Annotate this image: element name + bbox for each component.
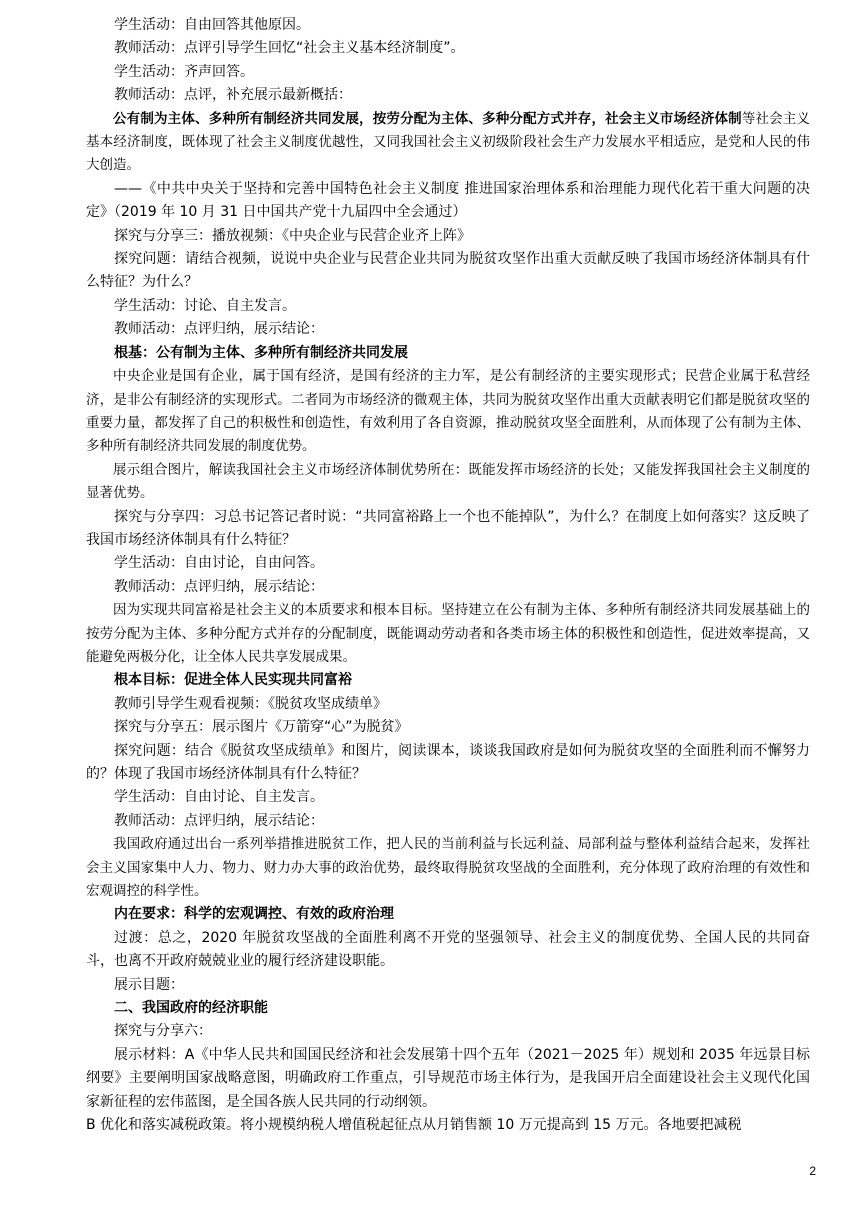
bold-text: 内在要求：科学的宏观调控、有效的政府治理	[114, 906, 394, 923]
paragraph	[86, 740, 810, 787]
paragraph	[86, 716, 810, 739]
paragraph	[86, 459, 810, 506]
paragraph-text: 学生活动：齐声回答。	[114, 63, 254, 80]
paragraph-text: 探究与分享六：	[114, 1023, 212, 1040]
paragraph	[86, 248, 810, 295]
paragraph-text: 教师活动：点评归纳，展示结论：	[114, 812, 324, 829]
bold-text: 公有制为主体、多种所有制经济共同发展，按劳分配为主体、多种分配方式并存，社会主义市场经济体制	[113, 110, 742, 127]
paragraph	[86, 342, 810, 365]
paragraph	[86, 810, 810, 833]
paragraph	[86, 14, 810, 37]
paragraph	[86, 576, 810, 599]
paragraph	[86, 786, 810, 809]
paragraph-text: 教师活动：点评归纳，展示结论：	[114, 321, 324, 338]
paragraph-text: 探究问题：请结合视频，说说中央企业与民营企业共同为脱贫攻坚作出重大贡献反映了我国市场经济体制具有什么特征？为什么？	[86, 251, 810, 291]
paragraph-text: 教师引导学生观看视频：《脱贫攻坚成绩单》	[114, 695, 387, 712]
paragraph	[86, 1114, 810, 1137]
paragraph	[86, 61, 810, 84]
paragraph-text: 探究与分享三：播放视频：《中央企业与民营企业齐上阵》	[114, 227, 471, 244]
bold-text: 二、我国政府的经济职能	[114, 1000, 268, 1017]
paragraph	[86, 693, 810, 716]
paragraph	[86, 552, 810, 575]
paragraph-text: 中央企业是国有企业，属于国有经济，是国有经济的主力军，是公有制经济的主要实现形式；民营企业属于私营经济，是非公有制经济的实现形式。二者同为市场经济的微观主体，共同为脱贫攻坚作出重大贡献表明它们都是脱贫攻坚的重要力量，都发挥了自己的积极性和创造性，有效利用了各自资源，推动脱贫攻坚全面胜利，从而体现了公有制为主体、多种所有制经济共同发展的制度优势。	[86, 368, 810, 455]
paragraph	[86, 37, 810, 60]
paragraph	[86, 84, 810, 107]
paragraph-text: 学生活动：自由回答其他原因。	[114, 17, 310, 33]
page-number: 2	[809, 1164, 816, 1178]
paragraph-text: 展示组合图片，解读我国社会主义市场经济体制优势所在：既能发挥市场经济的长处；又能发挥我国社会主义制度的显著优势。	[86, 461, 810, 502]
paragraph-text: 展示目题：	[114, 976, 184, 993]
paragraph	[86, 927, 810, 974]
paragraph-text: 探究与分享四：习总书记答记者时说：“共同富裕路上一个也不能掉队”，为什么？在制度上如何落实？这反映了我国市场经济体制具有什么特征？	[86, 508, 810, 548]
paragraph	[86, 997, 810, 1020]
paragraph-text: 展示材料：A《中华人民共和国国民经济和社会发展第十四个五年（2021－2025 年）规划和 2035 年远景目标纲要》主要阐明国家战略意图，明确政府工作重点，引导规范市场主体行为，是我国开启全面建设社会主义现代化国家新征程的宏伟蓝图，是全国各族人民共同的行动纲领。	[86, 1046, 810, 1110]
paragraph	[86, 669, 810, 692]
paragraph	[86, 108, 810, 178]
paragraph-text: 学生活动：自由讨论、自主发言。	[114, 789, 324, 806]
paragraph-text: 等社会主义基本经济制度，既体现了社会主义制度优越性，又同我国社会主义初级阶段社会生产力发展水平相适应，是党和人民的伟大创造。	[86, 110, 811, 174]
paragraph-text: 教师活动：点评归纳，展示结论：	[114, 578, 324, 595]
paragraph	[86, 318, 810, 341]
bold-text: 根本目标：促进全体人民实现共同富裕	[114, 672, 352, 689]
paragraph-text: 学生活动：自由讨论，自由问答。	[114, 555, 324, 572]
paragraph	[86, 974, 810, 997]
paragraph	[86, 365, 810, 459]
paragraph-text: 探究与分享五：展示图片《万箭穿“心”为脱贫》	[114, 719, 409, 736]
paragraph-text: 教师活动：点评引导学生回忆“社会主义基本经济制度”。	[114, 40, 465, 57]
paragraph	[86, 833, 810, 903]
paragraph-text: 探究问题：结合《脱贫攻坚成绩单》和图片，阅读课本，谈谈我国政府是如何为脱贫攻坚的全面胜利而不懈努力的？体现了我国市场经济体制具有什么特征？	[86, 742, 810, 782]
paragraph-text: ——《中共中央关于坚持和完善中国特色社会主义制度 推进国家治理体系和治理能力现代化若干重大问题的决定》（2019 年 10 月 31 日中国共产党十九届四中全会通过）	[86, 180, 810, 221]
paragraph-text: 教师活动：点评，补充展示最新概括：	[114, 87, 352, 104]
paragraph-text: 学生活动：讨论、自主发言。	[114, 297, 296, 314]
bold-text: 根基：公有制为主体、多种所有制经济共同发展	[114, 344, 408, 361]
page-content	[86, 14, 810, 1138]
paragraph	[86, 903, 810, 926]
paragraph	[86, 599, 810, 669]
paragraph-text: B 优化和落实减税政策。将小规模纳税人增值税起征点从月销售额 10 万元提高到 15 万元。各地要把减税	[86, 1117, 742, 1134]
paragraph-text: 因为实现共同富裕是社会主义的本质要求和根本目标。坚持建立在公有制为主体、多种所有制经济共同发展基础上的按劳分配为主体、多种分配方式并存的分配制度，既能调动劳动者和各类市场主体的积极性和创造性，促进效率提高，又能避免两极分化，让全体人民共享发展成果。	[86, 602, 810, 665]
paragraph	[86, 506, 810, 553]
paragraph	[86, 295, 810, 318]
paragraph	[86, 178, 810, 225]
paragraph-text: 过渡：总之，2020 年脱贫攻坚战的全面胜利离不开党的坚强领导、社会主义的制度优势、全国人民的共同奋斗，也离不开政府兢兢业业的履行经济建设职能。	[86, 929, 810, 970]
paragraph-text: 我国政府通过出台一系列举措推进脱贫工作，把人民的当前利益与长远利益、局部利益与整体利益结合起来，发挥社会主义国家集中人力、物力、财力办大事的政治优势，最终取得脱贫攻坚战的全面胜利，充分体现了政府治理的有效性和宏观调控的科学性。	[86, 836, 810, 900]
paragraph	[86, 1020, 810, 1043]
paragraph	[86, 225, 810, 248]
paragraph	[86, 1044, 810, 1114]
